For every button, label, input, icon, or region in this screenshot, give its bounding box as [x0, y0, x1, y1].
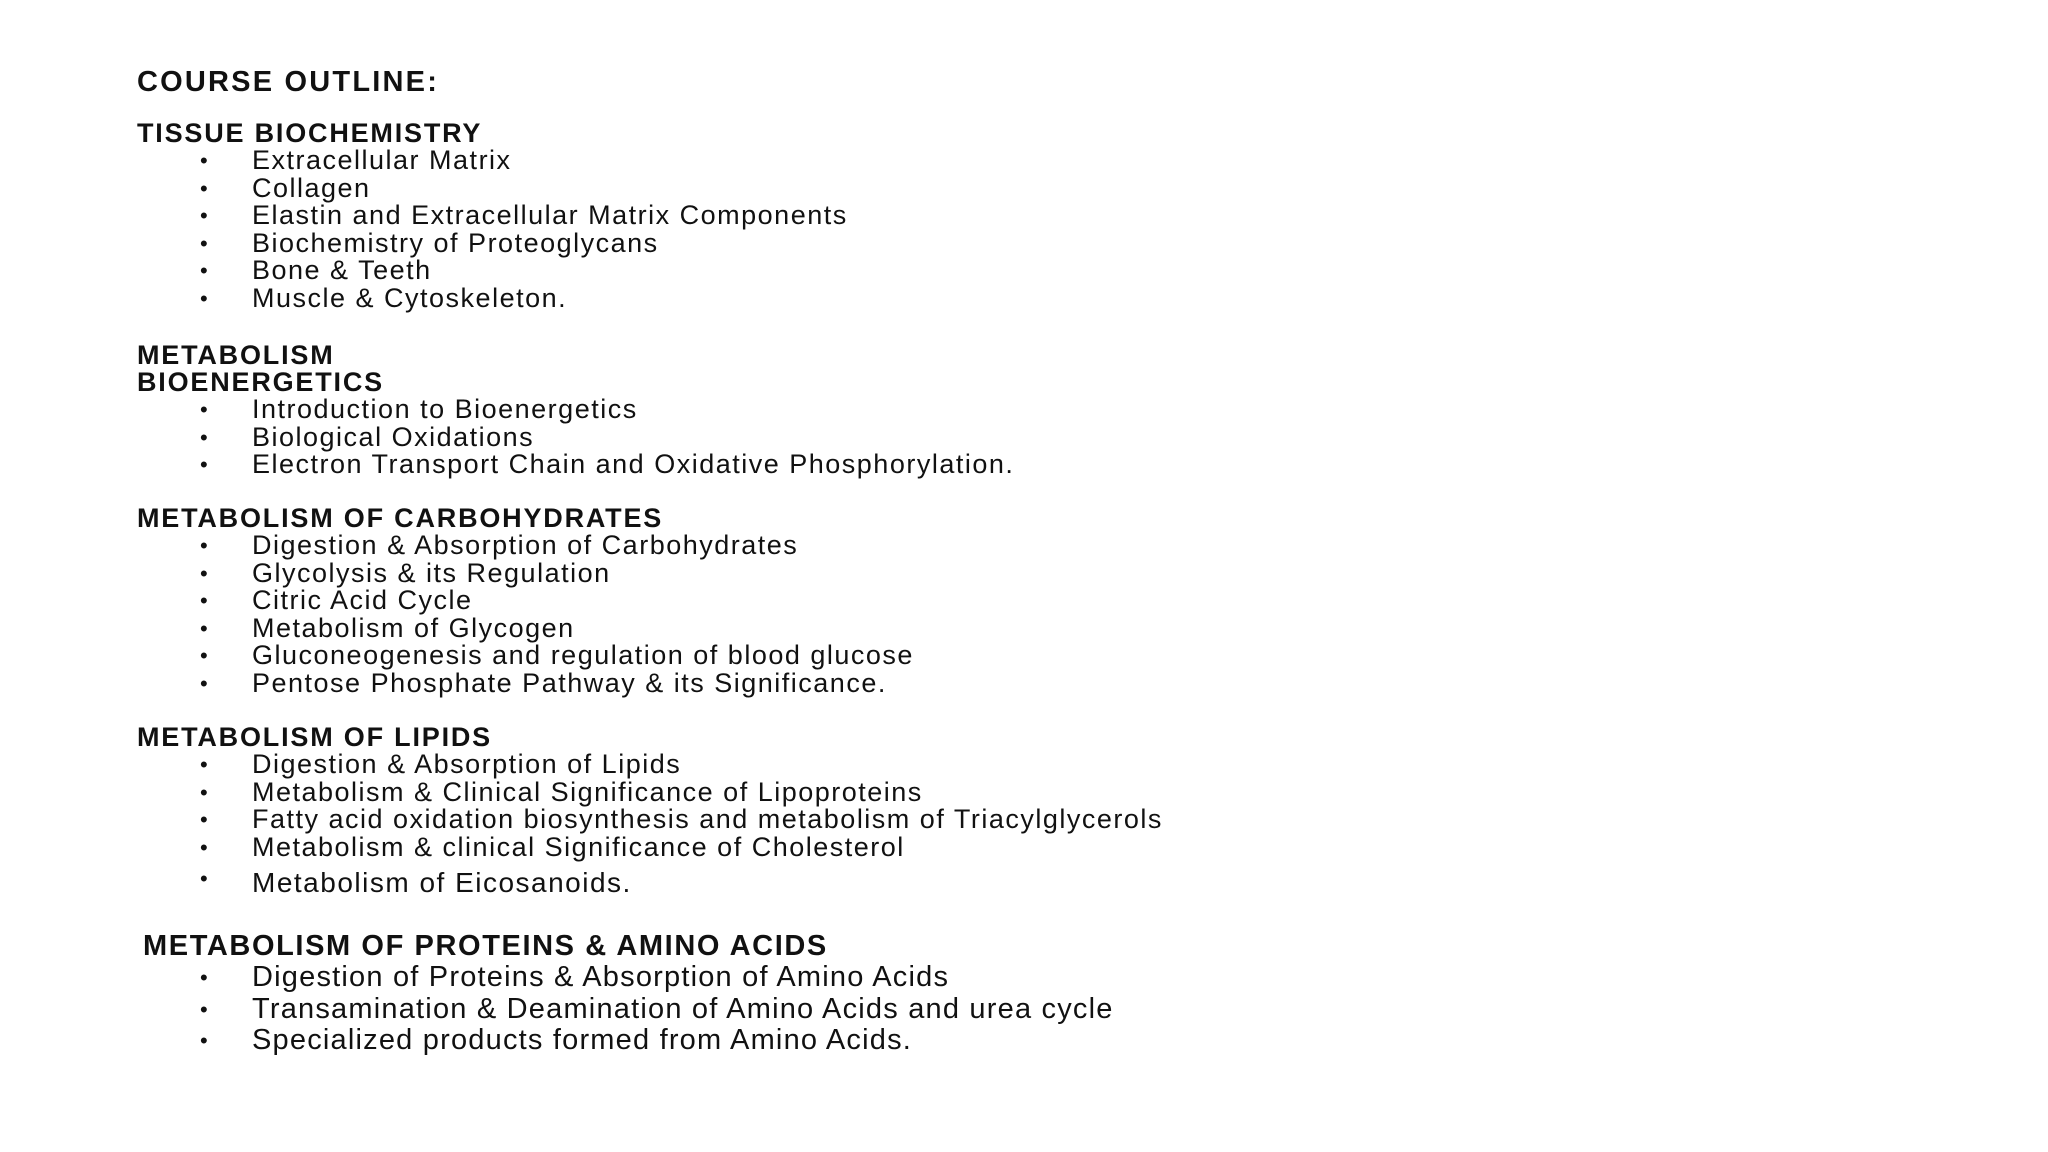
list-item	[137, 612, 1837, 643]
bullet-icon: •	[200, 1028, 209, 1053]
list-item-text: Glycolysis & its Regulation	[252, 557, 611, 588]
list-item-text: Transamination & Deamination of Amino Acids and urea cycle	[252, 992, 1114, 1025]
bullet-icon: •	[200, 670, 210, 696]
bullet-icon: •	[200, 643, 210, 669]
bullet-icon: •	[200, 588, 210, 614]
list-item-text: Specialized products formed from Amino Acids.	[252, 1024, 913, 1056]
bullet-icon: •	[200, 615, 210, 641]
bullet-list	[137, 532, 1837, 698]
bullet-icon: •	[200, 230, 210, 256]
bullet-icon: •	[200, 533, 210, 558]
section-heading: TISSUE BIOCHEMISTRY	[137, 118, 483, 148]
list-item-text: Introduction to Bioenergetics	[252, 394, 638, 424]
bullet-list	[137, 147, 1837, 313]
list-item	[137, 396, 1837, 424]
list-item-text: Metabolism of Glycogen	[252, 612, 575, 643]
list-item-text: Bone & Teeth	[252, 255, 432, 286]
bullet-list	[137, 396, 1837, 479]
list-item-text: Muscle & Cytoskeleton.	[252, 282, 568, 313]
list-item	[137, 861, 1837, 901]
section-heading: METABOLISM OF CARBOHYDRATES	[137, 503, 664, 533]
list-item-text: Digestion & Absorption of Lipids	[252, 749, 682, 779]
list-item	[137, 172, 1837, 203]
bullet-icon: •	[200, 807, 210, 833]
list-item-text: Gluconeogenesis and regulation of blood glucose	[252, 640, 914, 671]
bullet-icon: •	[200, 779, 210, 805]
list-item-text: Citric Acid Cycle	[252, 585, 473, 616]
list-item-text: Fatty acid oxidation biosynthesis and metabolism of Triacylglycerols	[252, 804, 1163, 835]
bullet-icon: •	[200, 866, 210, 892]
section-tissue-biochemistry	[137, 120, 1837, 313]
section-heading: METABOLISM OF PROTEINS & AMINO ACIDS	[143, 930, 828, 962]
bullet-icon: •	[200, 285, 210, 311]
list-item	[137, 227, 1837, 258]
bullet-icon: •	[200, 424, 210, 450]
section-carbohydrates	[137, 505, 1837, 698]
list-item	[137, 776, 1837, 807]
list-item-text: Metabolism & clinical Significance of Cholesterol	[252, 831, 905, 862]
bullet-icon: •	[200, 258, 210, 284]
bullet-icon: •	[200, 996, 209, 1022]
section-bioenergetics	[137, 342, 1837, 479]
list-item	[137, 451, 1837, 479]
list-item	[137, 751, 1837, 779]
bullet-icon: •	[200, 965, 209, 990]
section-heading: METABOLISM OF LIPIDS	[137, 722, 492, 752]
bullet-icon: •	[200, 752, 210, 777]
list-item	[143, 962, 1843, 994]
page-title: COURSE OUTLINE:	[137, 66, 440, 98]
section-proteins-amino-acids	[143, 930, 1843, 1057]
list-item-text: Metabolism of Eicosanoids.	[252, 867, 632, 899]
list-item-text: Metabolism & Clinical Significance of Lipoproteins	[252, 776, 923, 807]
list-item	[137, 831, 1837, 862]
list-item-text: Electron Transport Chain and Oxidative Phosphorylation.	[252, 449, 1015, 480]
list-item	[137, 587, 1837, 615]
section-lipids	[137, 724, 1837, 901]
list-item	[143, 1025, 1843, 1057]
list-item	[137, 532, 1837, 560]
bullet-icon: •	[200, 175, 210, 201]
list-item	[137, 202, 1837, 230]
bullet-icon: •	[200, 834, 210, 860]
list-item	[137, 642, 1837, 670]
list-item	[137, 806, 1837, 834]
list-item	[137, 147, 1837, 175]
section-subheading: BIOENERGETICS	[137, 367, 384, 397]
list-item	[137, 421, 1837, 452]
list-item	[137, 667, 1837, 698]
bullet-list	[137, 751, 1837, 901]
bullet-list	[143, 962, 1843, 1057]
list-item-text: Digestion & Absorption of Carbohydrates	[252, 530, 799, 560]
list-item	[137, 282, 1837, 313]
section-heading: METABOLISM	[137, 340, 335, 370]
list-item	[143, 994, 1843, 1026]
list-item-text: Elastin and Extracellular Matrix Components	[252, 200, 848, 231]
list-item-text: Digestion of Proteins & Absorption of Amino Acids	[252, 961, 950, 993]
list-item	[137, 557, 1837, 588]
list-item-text: Biological Oxidations	[252, 421, 535, 452]
list-item-text: Biochemistry of Proteoglycans	[252, 227, 659, 258]
bullet-icon: •	[200, 452, 210, 478]
bullet-icon: •	[200, 397, 210, 422]
bullet-icon: •	[200, 560, 210, 586]
list-item	[137, 257, 1837, 285]
bullet-icon: •	[200, 203, 210, 229]
bullet-icon: •	[200, 148, 210, 173]
list-item-text: Collagen	[252, 172, 371, 203]
list-item-text: Pentose Phosphate Pathway & its Significance.	[252, 667, 887, 698]
list-item-text: Extracellular Matrix	[252, 145, 512, 175]
